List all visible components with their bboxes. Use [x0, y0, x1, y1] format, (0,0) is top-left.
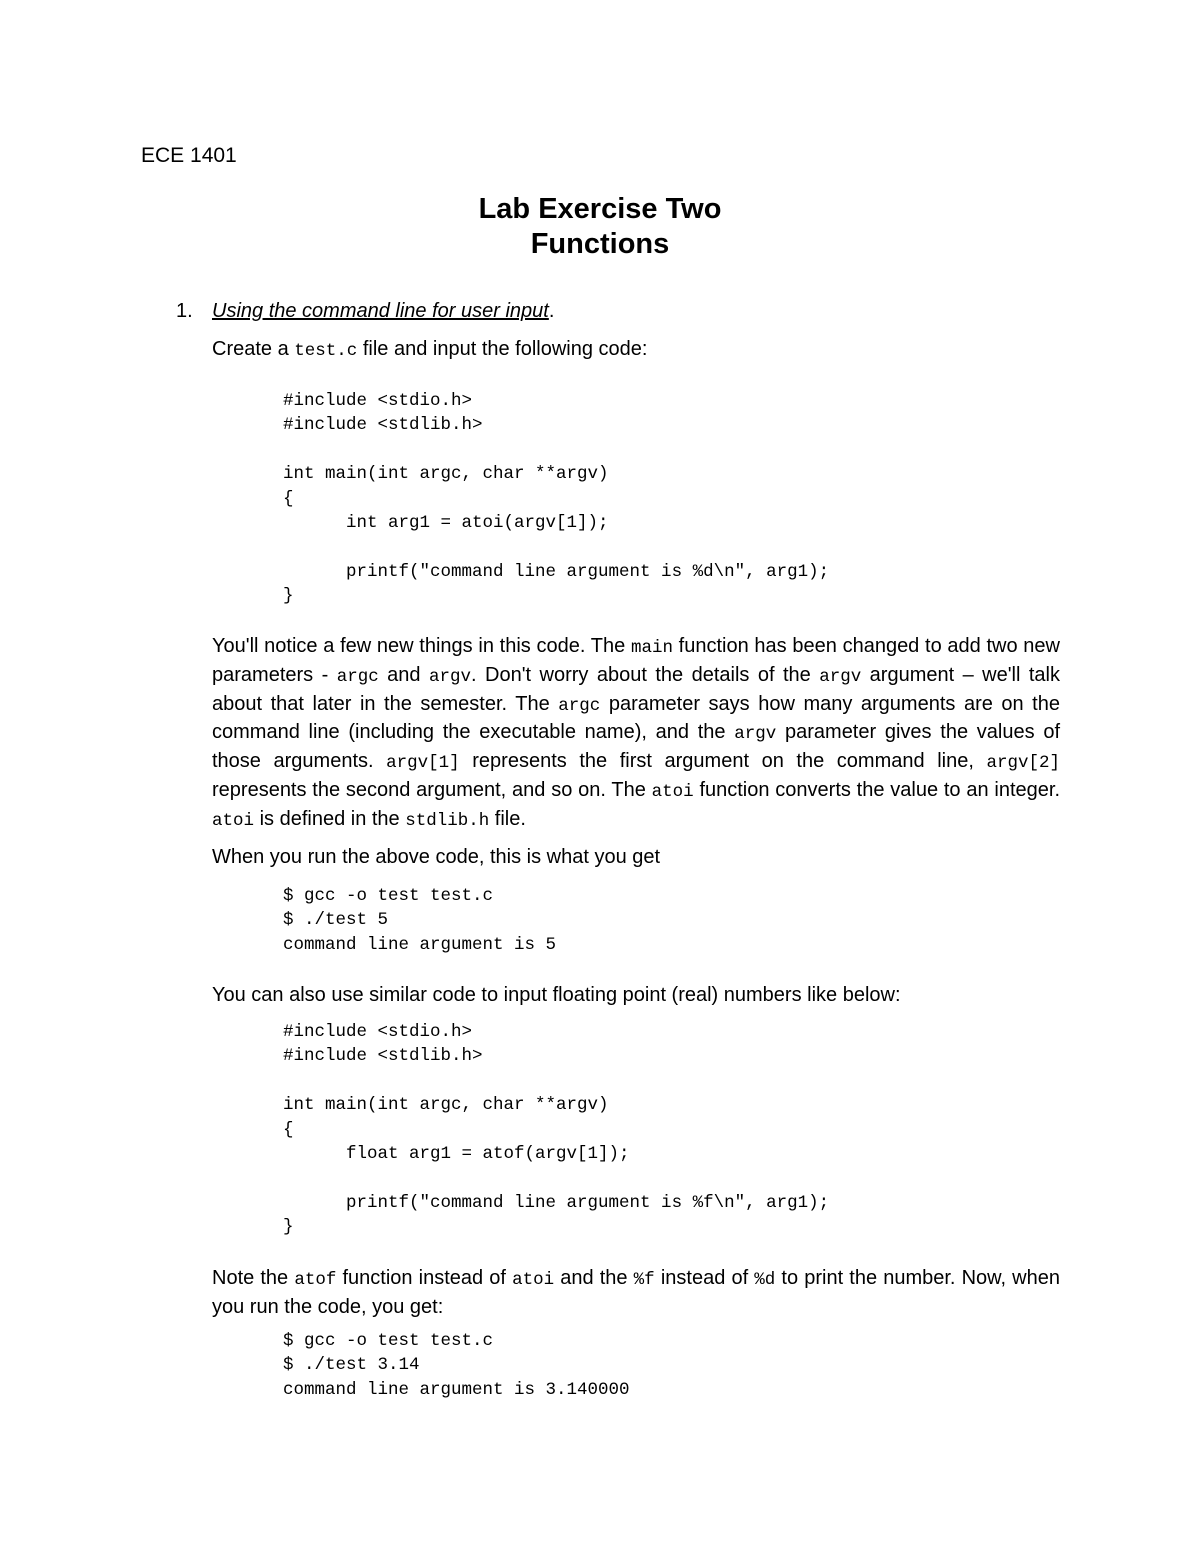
- document-title: Lab Exercise Two: [478, 193, 722, 225]
- note-text-segment: instead of: [654, 1267, 755, 1289]
- run-output-float: $ gcc -o test test.c $ ./test 3.14 command line argument is 3.140000: [283, 1331, 630, 1400]
- section-number: 1.: [176, 300, 193, 322]
- explanation-text-segment: is defined in the: [254, 807, 406, 830]
- explanation-text-segment: file.: [489, 807, 526, 830]
- section-heading-text: Using the command line for user input: [212, 300, 549, 322]
- explanation-code-segment: argv: [819, 666, 862, 687]
- code-block-float: #include <stdio.h> #include <stdlib.h> int main(int argc, char **argv) { float arg1 = atof(argv[1]); printf("command line argument is %f\n", arg1); }: [283, 1022, 830, 1238]
- note-text-segment: Note the: [212, 1267, 295, 1289]
- document-subtitle: Functions: [530, 228, 670, 260]
- explanation-text-segment: You'll notice a few new things in this code. The: [212, 635, 631, 657]
- section-heading-suffix: .: [548, 300, 555, 322]
- section-heading: [212, 300, 554, 323]
- course-code: ECE 1401: [141, 144, 237, 167]
- intro-post: file and input the following code:: [357, 338, 648, 360]
- explanation-text-segment: function has been changed to add two new parameters -: [212, 635, 1061, 686]
- explanation-code-segment: argc: [558, 695, 601, 716]
- note-code-segment: %f: [633, 1270, 655, 1290]
- explanation-text-segment: . Don't worry about the details of the: [471, 663, 820, 686]
- intro-paragraph: [212, 338, 647, 361]
- explanation-text-segment: and: [378, 663, 429, 686]
- explanation-text-segment: parameter says how many arguments are on the command line (including the executable name), and the: [212, 692, 1060, 744]
- explanation-text-segment: function converts the value to an integer.: [693, 778, 1061, 801]
- explanation-text-segment: argument – we'll talk about that later in the semester. The: [212, 663, 1060, 715]
- explanation-code-segment: argv[2]: [986, 753, 1060, 774]
- explanation-paragraph: [212, 633, 1060, 835]
- explanation-code-segment: atoi: [212, 810, 255, 831]
- explanation-code-segment: atoi: [651, 781, 694, 802]
- explanation-code-segment: argv[1]: [386, 753, 460, 774]
- run-output-int: $ gcc -o test test.c $ ./test 5 command line argument is 5: [283, 886, 557, 955]
- intro-pre: Create a: [212, 338, 295, 360]
- note-paragraph: [212, 1265, 1060, 1321]
- code-block-int: #include <stdio.h> #include <stdlib.h> int main(int argc, char **argv) { int arg1 = atoi(argv[1]); printf("command line argument is %d\n", arg1); }: [283, 391, 830, 607]
- explanation-code-segment: stdlib.h: [405, 810, 490, 831]
- note-text-segment: function instead of: [336, 1267, 513, 1289]
- note-code-segment: atof: [294, 1270, 337, 1290]
- explanation-text-segment: represents the second argument, and so on. The: [212, 778, 652, 801]
- float-intro: You can also use similar code to input floating point (real) numbers like below:: [212, 984, 901, 1006]
- explanation-text-segment: parameter gives the values of those arguments.: [212, 721, 1061, 773]
- explanation-code-segment: argv: [428, 666, 471, 687]
- run-intro: When you run the above code, this is what you get: [212, 846, 661, 868]
- explanation-code-segment: main: [630, 638, 673, 658]
- explanation-code-segment: argc: [336, 666, 379, 687]
- intro-code: test.c: [294, 341, 358, 361]
- note-code-segment: %d: [754, 1270, 776, 1290]
- note-code-segment: atoi: [512, 1270, 555, 1290]
- note-text-segment: to print the number. Now, when you run the code, you get:: [212, 1267, 1060, 1318]
- note-text-segment: and the: [554, 1267, 634, 1289]
- explanation-text-segment: represents the first argument on the command line,: [459, 750, 987, 773]
- explanation-code-segment: argv: [734, 724, 777, 745]
